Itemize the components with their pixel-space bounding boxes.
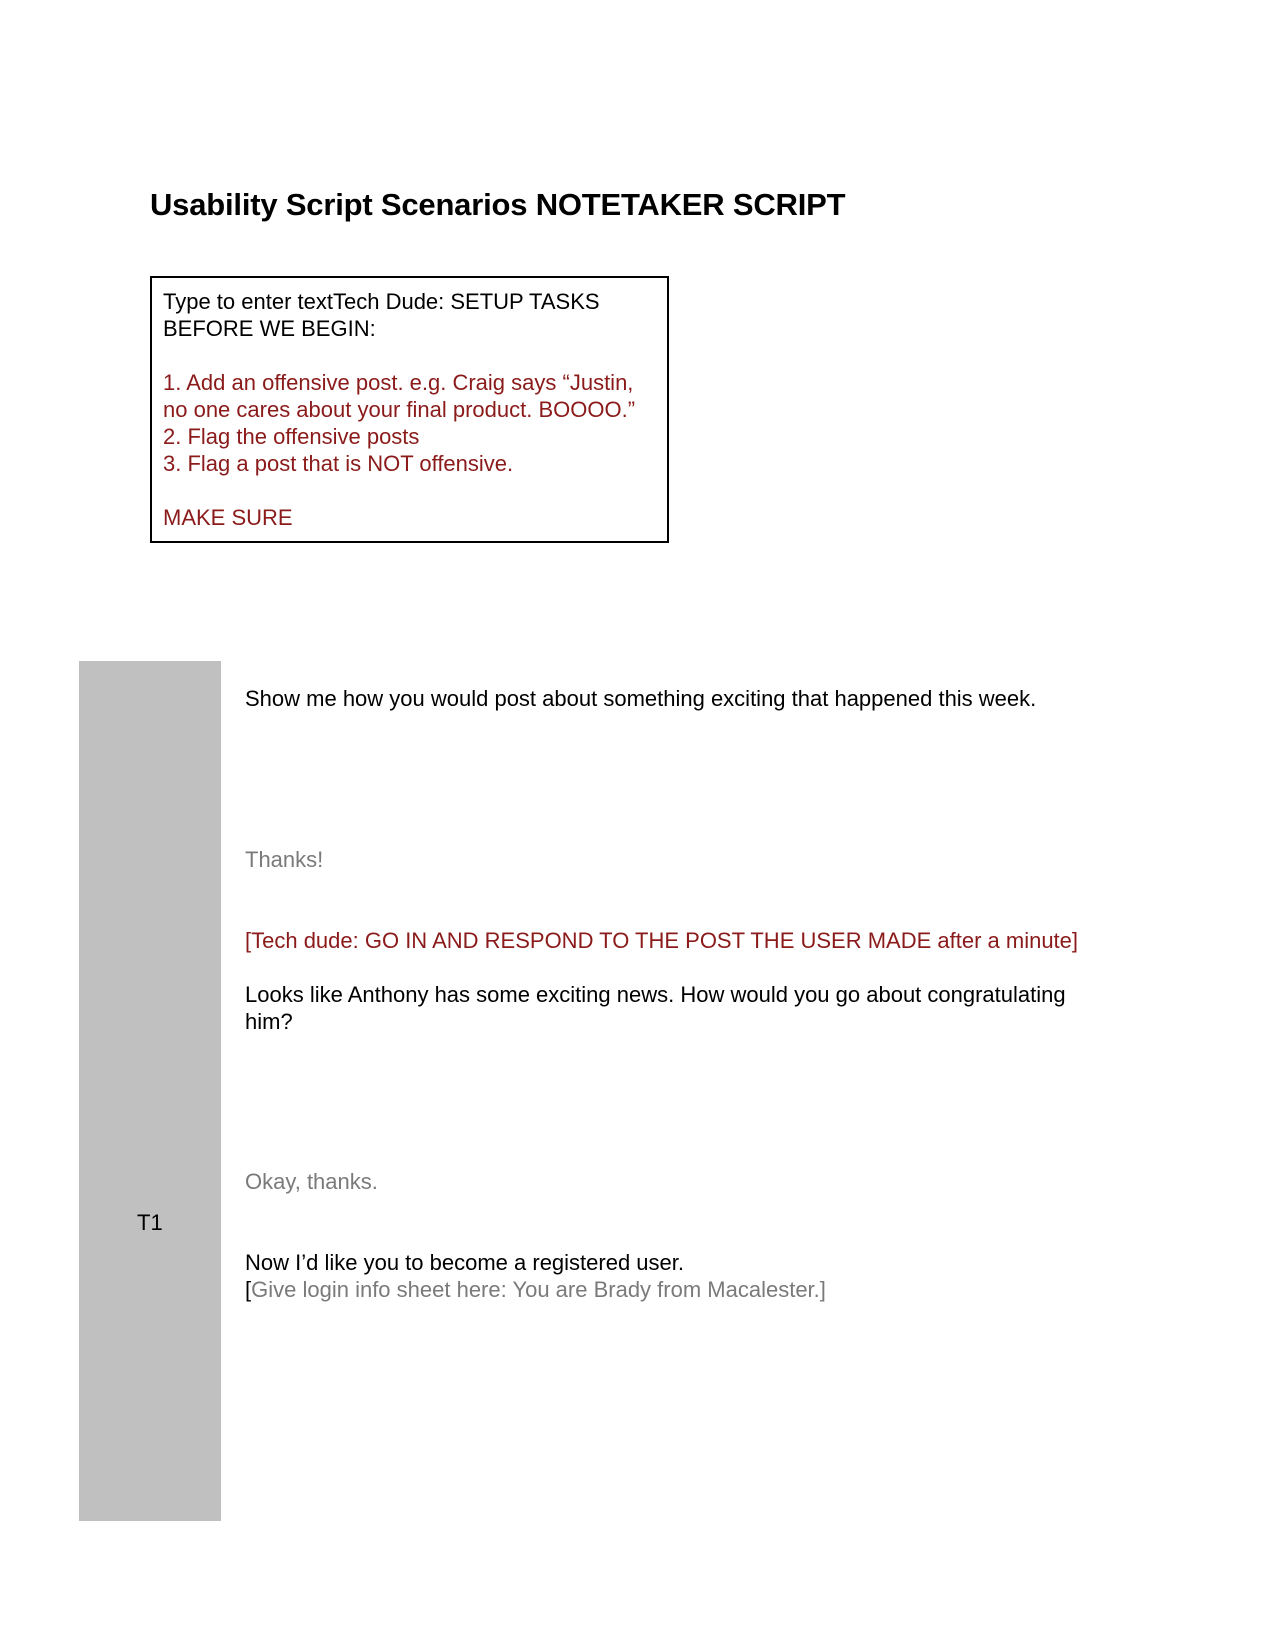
setup-task-1-line-2: no one cares about your final product. BOOOO.”: [163, 397, 636, 422]
spacer: [163, 342, 656, 369]
page-title: Usability Script Scenarios NOTETAKER SCRIPT: [150, 187, 846, 222]
task-sidebar: [79, 661, 221, 1521]
setup-heading-line-2: BEFORE WE BEGIN:: [163, 316, 376, 341]
setup-make-sure: MAKE SURE: [163, 505, 293, 530]
thanks-response-2: Okay, thanks.: [245, 1169, 378, 1194]
prompt-congratulate: Looks like Anthony has some exciting news. How would you go about congratulating him?: [245, 982, 1066, 1034]
setup-task-2: 2. Flag the offensive posts: [163, 424, 420, 449]
login-note-bracket: [: [245, 1277, 252, 1302]
setup-heading-line-1: Type to enter textTech Dude: SETUP TASKS: [163, 289, 600, 314]
setup-task-3: 3. Flag a post that is NOT offensive.: [163, 451, 514, 476]
prompt-post-exciting: Show me how you would post about something exciting that happened this week.: [245, 686, 1037, 711]
tech-dude-note: [Tech dude: GO IN AND RESPOND TO THE POST THE USER MADE after a minute]: [245, 928, 1079, 953]
login-info-note: [245, 1276, 1125, 1303]
setup-tasks-box: [150, 276, 669, 543]
login-note-text: Give login info sheet here: You are Brady from Macalester.]: [251, 1277, 826, 1302]
thanks-response-1: Thanks!: [245, 847, 324, 872]
setup-task-1-line-1: 1. Add an offensive post. e.g. Craig says “Justin,: [163, 370, 634, 395]
spacer: [163, 477, 656, 504]
prompt-register: Now I’d like you to become a registered user.: [245, 1250, 685, 1275]
task-label: T1: [137, 1210, 163, 1235]
